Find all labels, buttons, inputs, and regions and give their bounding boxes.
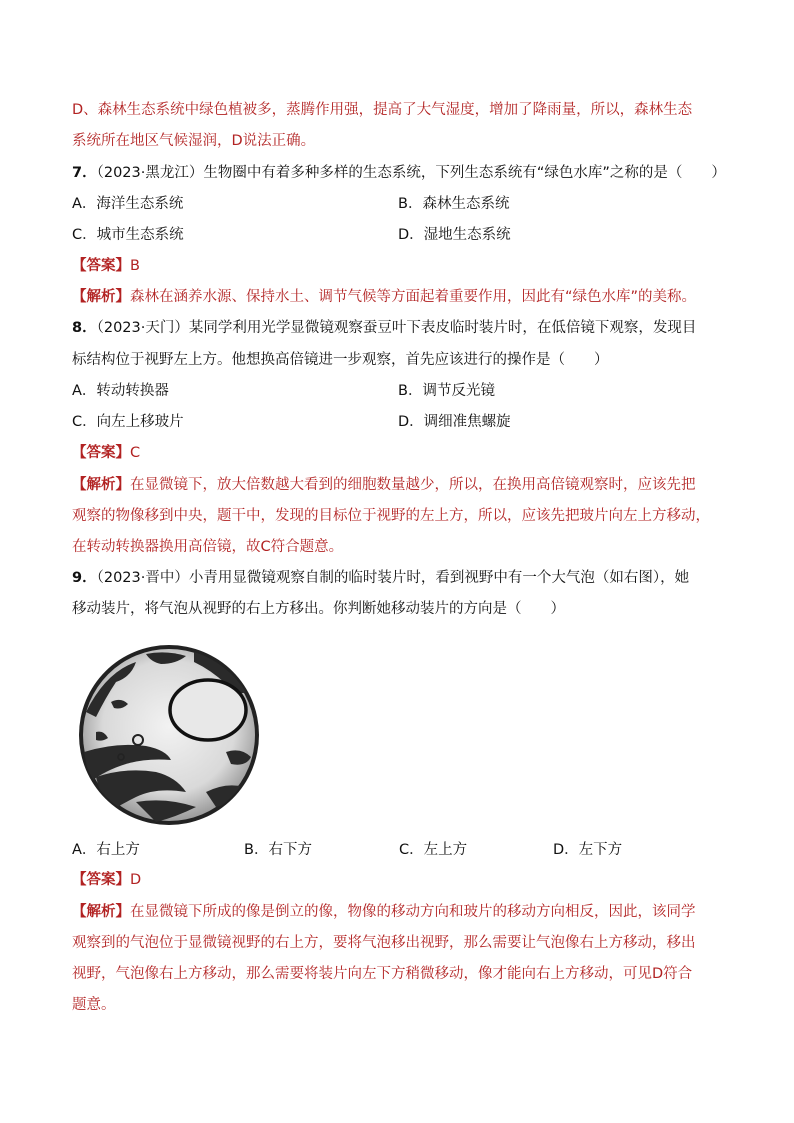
large-air-bubble [170, 680, 246, 740]
analysis-text: 在显微镜下，放大倍数越大看到的细胞数量越少，所以，在换用高倍镜观察时，应该先把 [130, 477, 696, 493]
answer-label: 【答案】 [72, 258, 130, 274]
answer-7 [72, 256, 140, 276]
option-d: D．调细准焦螺旋 [398, 414, 511, 430]
question-text: （2023·晋中）小青用显微镜观察自制的临时装片时，看到视野中有一个大气泡（如右图），她 [96, 570, 690, 586]
question-text: （2023·天门）某同学利用光学显微镜观察蚕豆叶下表皮临时装片时，在低倍镜下观察，发现目 [96, 320, 697, 336]
prev-explanation-line-2: 系统所在地区气候湿润，D说法正确。 [72, 133, 316, 149]
question-9-line-2: 移动装片，将气泡从视野的右上方移出。你判断她移动装片的方向是（ ） [72, 601, 565, 617]
analysis-label: 【解析】 [72, 904, 130, 920]
analysis-9-line-2: 观察到的气泡位于显微镜视野的右上方，要将气泡移出视野，那么需要让气泡像右上方移动，移出 [72, 935, 696, 951]
option-a: A．转动转换器 [72, 383, 169, 399]
option-b: B．调节反光镜 [398, 383, 495, 399]
question-number: 7． [72, 165, 97, 181]
option-c: C．城市生态系统 [72, 227, 184, 243]
option-a: A．右上方 [72, 842, 140, 858]
option-b: B．右下方 [244, 842, 312, 858]
analysis-8 [72, 475, 696, 495]
answer-value: D [130, 872, 142, 888]
answer-9 [72, 870, 141, 890]
analysis-label: 【解析】 [72, 477, 130, 493]
analysis-9-line-3: 视野，气泡像右上方移动，那么需要将装片向左下方稍微移动，像才能向右上方移动，可见D符合 [72, 966, 693, 982]
question-7 [72, 163, 726, 183]
option-c: C．左上方 [399, 842, 468, 858]
analysis-7 [72, 287, 696, 307]
answer-label: 【答案】 [72, 872, 130, 888]
analysis-text: 森林在涵养水源、保持水土、调节气候等方面起着重要作用，因此有“绿色水库”的美称。 [130, 289, 697, 305]
question-8-line-2: 标结构位于视野左上方。他想换高倍镜进一步观察，首先应该进行的操作是（ ） [72, 352, 609, 368]
question-9 [72, 568, 689, 588]
answer-label: 【答案】 [72, 445, 130, 461]
question-number: 9． [72, 570, 97, 586]
answer-8 [72, 443, 140, 463]
analysis-9 [72, 902, 696, 922]
option-d: D．左下方 [553, 842, 623, 858]
analysis-label: 【解析】 [72, 289, 130, 305]
question-text: （2023·黑龙江）生物圈中有着多种多样的生态系统，下列生态系统有“绿色水库”之称的是（ ） [96, 165, 726, 181]
microscope-view-figure [76, 642, 262, 828]
option-b: B．森林生态系统 [398, 196, 510, 212]
analysis-8-line-2: 观察的物像移到中央，题干中，发现的目标位于视野的左上方，所以，应该先把玻片向左上方移动， [72, 508, 710, 524]
option-c: C．向左上移玻片 [72, 414, 184, 430]
answer-value: C [130, 445, 141, 461]
question-8 [72, 318, 696, 338]
option-d: D．湿地生态系统 [398, 227, 511, 243]
analysis-text: 在显微镜下所成的像是倒立的像，物像的移动方向和玻片的移动方向相反，因此，该同学 [130, 904, 696, 920]
analysis-9-line-4: 题意。 [72, 997, 116, 1013]
analysis-8-line-3: 在转动转换器换用高倍镜，故C符合题意。 [72, 539, 344, 555]
prev-explanation-line-1: D、森林生态系统中绿色植被多，蒸腾作用强，提高了大气湿度，增加了降雨量，所以，森林生态 [72, 102, 693, 118]
question-number: 8． [72, 320, 97, 336]
option-a: A．海洋生态系统 [72, 196, 184, 212]
answer-value: B [130, 258, 140, 274]
